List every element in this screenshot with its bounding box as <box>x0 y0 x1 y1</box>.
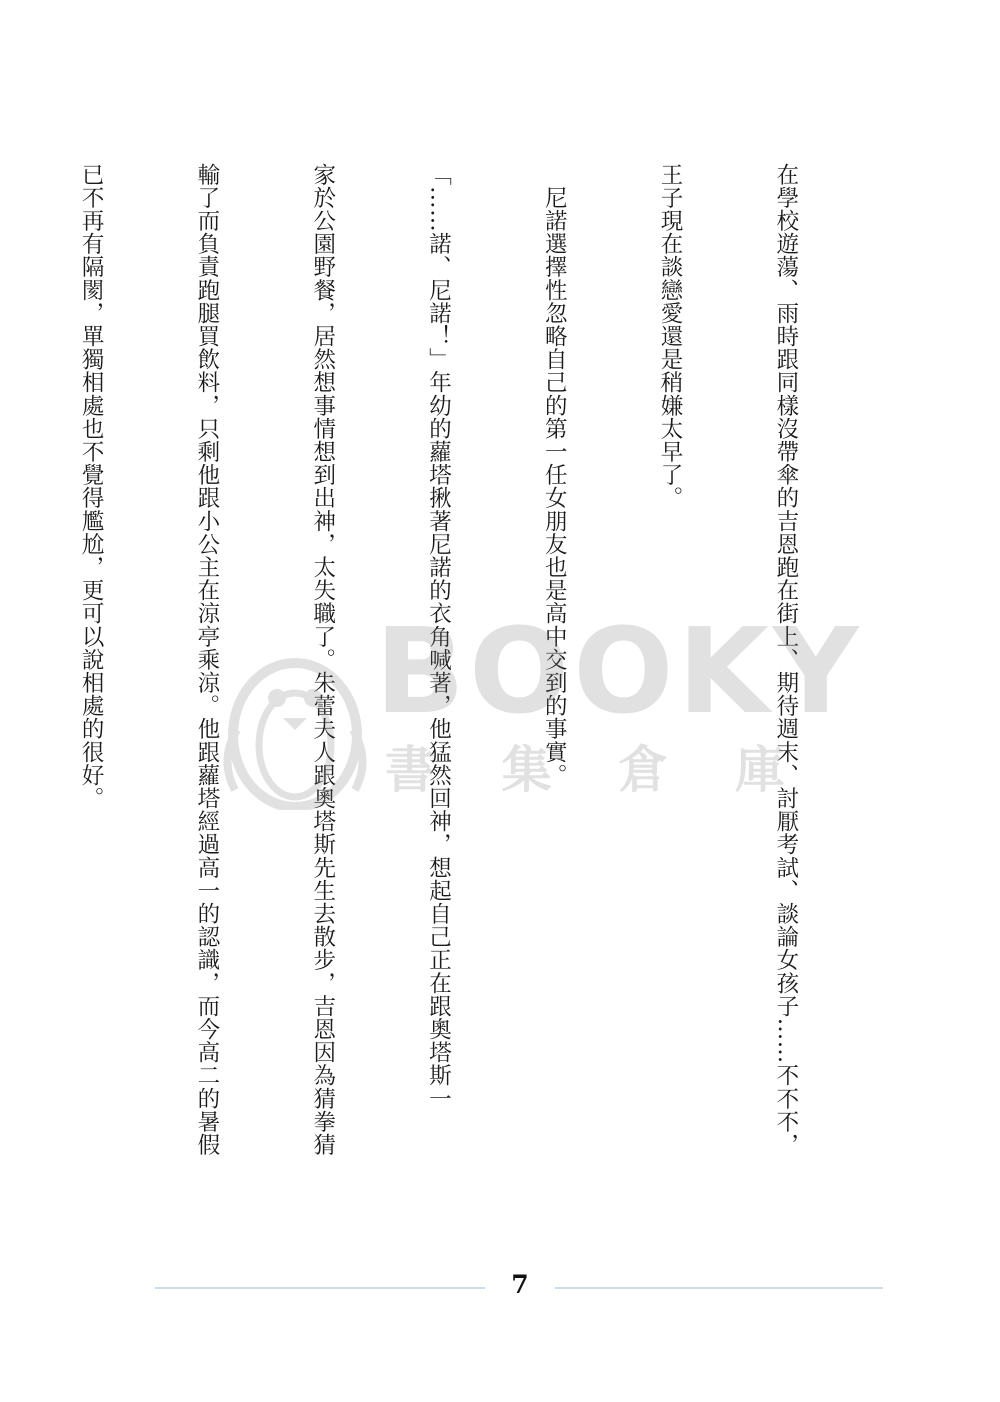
text-line: 已不再有隔閡，單獨相處也不覺得尷尬，更可以說相處的很好。 <box>78 163 105 810</box>
watermark-char: 庫 <box>734 741 785 799</box>
text-line: 王子現在談戀愛還是稍嫌太早了。 <box>657 163 684 510</box>
text-line: 輸了而負責跑腿買飲料，只剩他跟小公主在涼亭乘涼。他跟蘿塔經過高一的認識，而今高二的暑假 <box>193 163 220 1157</box>
page-number: 7 <box>511 1270 529 1299</box>
watermark-char: 倉 <box>618 741 669 799</box>
watermark-logo-text: BOOKY <box>375 602 863 740</box>
footer-divider-left <box>155 1287 485 1289</box>
text-line: 「……諾、尼諾！」年幼的蘿塔揪著尼諾的衣角喊著，他猛然回神，想起自己正在跟奧塔斯一 <box>425 163 452 1111</box>
footer-divider-right <box>555 1287 883 1289</box>
text-line: 家於公園野餐，居然想事情想到出神，太失職了。朱蕾夫人跟奧塔斯先生去散步，吉恩因為猜拳猜 <box>309 163 336 1157</box>
text-line: 尼諾選擇性忽略自己的第一任女朋友也是高中交到的事實。 <box>541 163 568 787</box>
watermark-char: 書 <box>385 741 435 799</box>
vertical-text-body <box>0 163 882 1253</box>
text-line: 在學校遊蕩、雨時跟同樣沒帶傘的吉恩跑在街上、期待週末、討厭考試、談論女孩子……不不不， <box>772 163 799 1157</box>
watermark-char: 集 <box>501 741 552 799</box>
